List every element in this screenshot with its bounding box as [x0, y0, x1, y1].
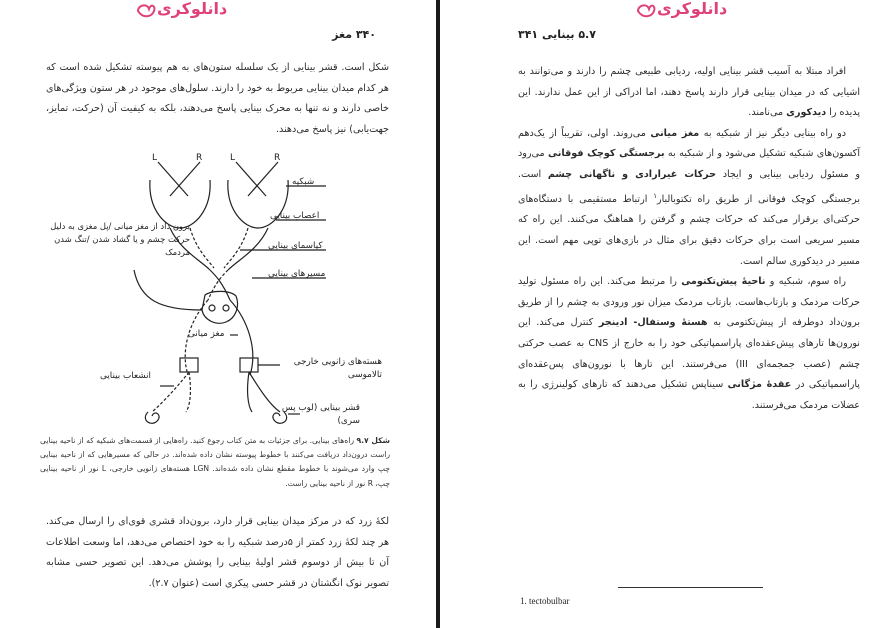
arrow-l2	[236, 162, 266, 196]
footnote: 1. tectobulbar	[520, 596, 570, 606]
arrow-r2	[248, 162, 278, 196]
label-tracts: مسیرهای بینایی	[268, 269, 326, 279]
arrow-r1	[170, 162, 200, 196]
caption-label: شکل ۹.۷	[356, 436, 390, 445]
label-chiasm: کیاسمای بینایی	[268, 241, 323, 251]
midbrain-shape	[202, 291, 238, 323]
label-radiation: انشعاب بینایی	[100, 371, 151, 381]
paragraph-blindsight: افراد مبتلا به آسیب قشر بینایی اولیه، ردیابی طبیعی چشم را دارند و می‌توانند به اشیایی که در میدان بینایی قرار دارند پاسخ دهند، اما ادراکی از این عمل ندارند. این پدیده را دیدکوری می‌نامند.	[518, 66, 860, 119]
publisher-logo	[135, 0, 228, 22]
body-paragraph: لکهٔ زرد که در مرکز میدان بینایی قرار دارد، برون‌داد قشری قوی‌ای را ارسال می‌کند. هر چند لکهٔ زرد کمتر از ۵درصد شبکیه را به خود اختصاص می‌دهد، اما وسعت اطلاعات آن تا بیش از دوسوم قشر اولیهٔ بینایی را پوشش می‌دهد. این تصویر حسی مشابه تصویر نوک انگشتان در قشر حسی پیکری است (عنوان ۲.۷).	[46, 516, 389, 589]
label-midbrain: مغز میانی	[188, 329, 225, 339]
label-lgn: هسته‌های زانویی خارجی تالاموسی	[293, 357, 382, 380]
figure-caption	[40, 434, 390, 491]
paragraph-pretectal-route: راه سوم، شبکیه و ناحیهٔ پیش‌تکتومی را مرتبط می‌کند. این راه مسئول تولید حرکات مردمک و بازتاب‌هاست. بازتاب مردمک میزان نور ورودی به چشم را از طریق برون‌داد دوطرفه از پیش‌تکتومی به هستهٔ وستفال- ادینجر کنترل می‌کند. این نورون‌ها تارهای پیش‌عقده‌ای پاراسمپاتیکی خود را به خارج از CNS به عصب حرکتی چشم (عصب جمجمه‌ای III) می‌فرستند. این تارها با نورون‌های پس‌عقده‌ای پاراسمپاتیکی در عقدهٔ مژگانی سیناپس تشکیل می‌دهند که تارهای کولینرژی را به عضلات مردمک می‌فرستند.	[518, 276, 861, 411]
publisher-logo	[635, 0, 728, 22]
left-page	[0, 0, 436, 628]
arrow-l1	[158, 162, 188, 196]
label-l2: L	[230, 153, 236, 163]
running-head: ۵.۷ بینایی ۳۴۱	[518, 28, 596, 41]
logo-text: دانلوکری	[157, 0, 228, 18]
logo-text: دانلوکری	[657, 0, 728, 18]
label-l1: L	[152, 153, 158, 163]
label-midbrain-output: برون داد از مغز میانی /پل مغزی به دلیل حرکت چشم و یا گشاد شدن /تنگ شدن مردمک	[50, 221, 190, 257]
label-retina: شبکیه	[292, 177, 315, 187]
right-page	[440, 0, 883, 628]
running-head: ۳۴۰ مغز	[332, 28, 376, 41]
visual-pathway-figure	[40, 150, 390, 430]
footnote-rule	[618, 587, 763, 588]
logo-star-icon	[635, 2, 657, 20]
label-r2: R	[274, 153, 281, 163]
visual-pathway-diagram	[40, 150, 390, 430]
body-paragraph: شکل است. قشر بینایی از یک سلسله ستون‌های به هم پیوسته تشکیل شده است که هر کدام میدان بینایی مربوط به خود را دارند. سلول‌های موجود در هر ستون ویژگی‌های خاصی دارند و نه تنها به محرک بینایی پاسخ می‌دهند، بلکه به کیفیت آن (حرکت، تمایز، جهت‌یابی) نیز پاسخ می‌دهند.	[46, 62, 389, 135]
paragraph-midbrain-route: دو راه بینایی دیگر نیز از شبکیه به مغز میانی می‌روند. اولی، تقریباً از یک‌دهم آکسون‌های شبکیه تشکیل می‌شود و از شبکیه به برجستگی کوچک فوقانی می‌رود و مسئول ردیابی بینایی و ایجاد حرکات غیرارادی و ناگهانی چشم است. برجستگی کوچک فوقانی از طریق راه تکتوبالبار$^۱$ ارتباط مستقیمی با دستگاه‌های حرکتی‌ای برقرار می‌کند که حرکات چشم و گرفتن را هماهنگ می‌کنند. این راه که مسیر سریعی است برای حرکات دقیق برای مثال در بازی‌های توپی مهم است. این مسیر در دیدکوری سالم است.	[518, 127, 861, 267]
label-optic-nerve: اعصاب بینایی	[270, 211, 320, 221]
footnote-ref: ۱	[653, 191, 657, 200]
label-cortex: قشر بینایی (لوب پس سری)	[281, 403, 360, 426]
left-cortex	[145, 412, 159, 423]
caption-text: راه‌های بینایی. برای جزئیات به متن کتاب رجوع کنید. راه‌هایی از قسمت‌های شبکیه که از ناحیه بینایی راست درون‌داد دریافت می‌کنند با خطوط پیوسته نشان داده شده‌اند. در حالی که مسیرهایی که از ناحیه بینایی چپ وارد می‌شوند با خطوط مقطع نشان داده شده‌اند. LGN هسته‌های زانویی خارجی، L نور از ناحیه بینایی چپ، R نور از ناحیه بینایی راست.	[40, 436, 390, 488]
label-r1: R	[196, 153, 203, 163]
logo-star-icon	[135, 2, 157, 20]
body-text	[518, 62, 860, 416]
